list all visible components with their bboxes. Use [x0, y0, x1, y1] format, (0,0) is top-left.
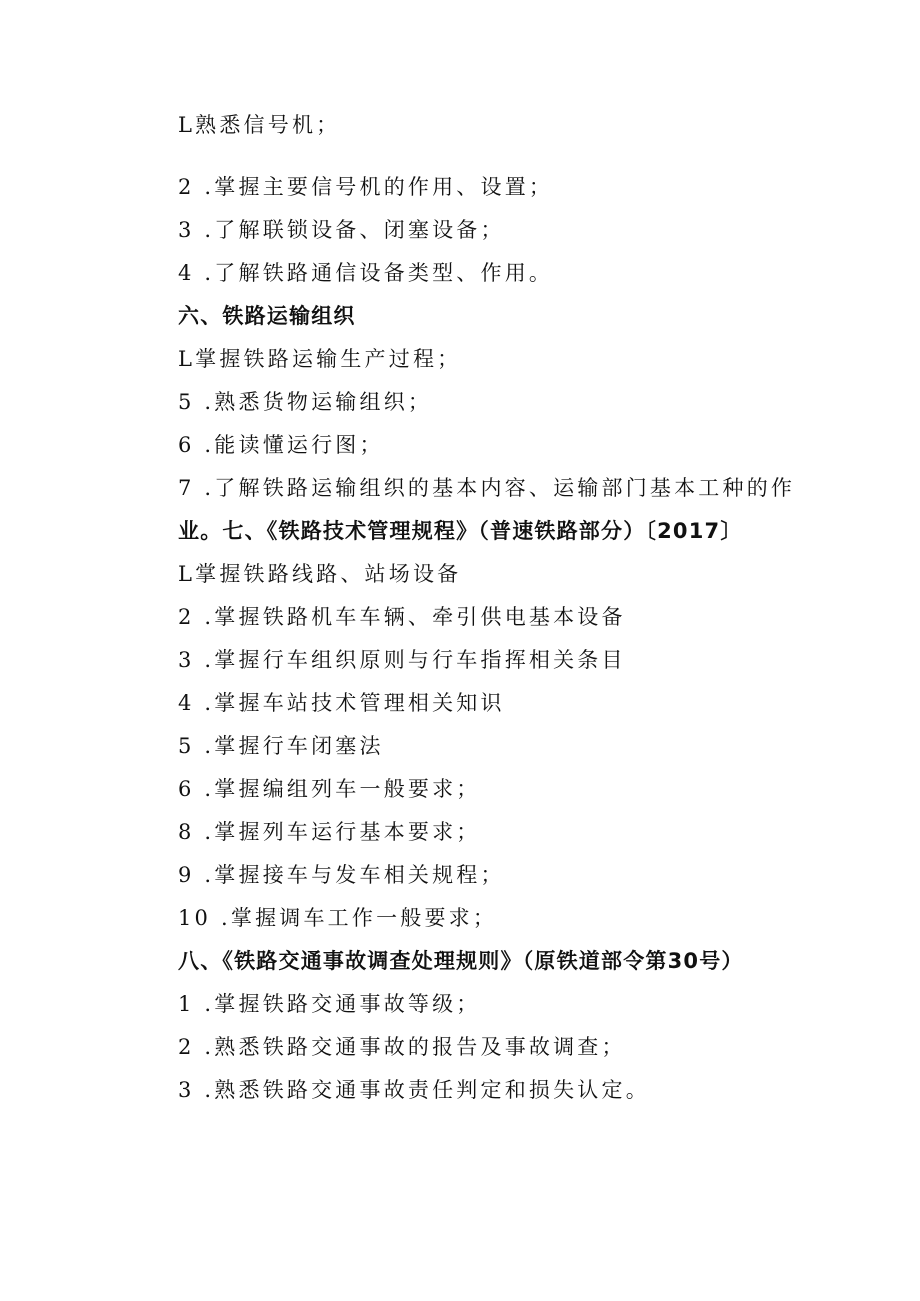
item-rolling-stock: 2 .掌握铁路机车车辆、牵引供电基本设备	[178, 605, 626, 629]
item-train-operation: 8 .掌握列车运行基本要求；	[178, 820, 481, 844]
item-line-station-equipment: L掌握铁路线路、站场设备	[178, 562, 462, 586]
item-freight-organization: 5 .熟悉货物运输组织；	[178, 390, 433, 414]
item-transport-basics: 7 .了解铁路运输组织的基本内容、运输部门基本工种的作	[178, 476, 796, 500]
item-train-organization: 3 .掌握行车组织原则与行车指挥相关条目	[178, 648, 626, 672]
item-accident-levels: 1 .掌握铁路交通事故等级；	[178, 992, 481, 1016]
item-station-management: 4 .掌握车站技术管理相关知识	[178, 691, 505, 715]
section-heading-6: 六、铁路运输组织	[178, 304, 356, 328]
item-shunting-work: 10 .掌握调车工作一般要求；	[178, 906, 498, 930]
item-block-method: 5 .掌握行车闭塞法	[178, 734, 384, 758]
item-production-process: L掌握铁路运输生产过程；	[178, 347, 462, 371]
item-communication-equipment: 4 .了解铁路通信设备类型、作用。	[178, 261, 554, 285]
item-main-signal-functions: 2 .掌握主要信号机的作用、设置；	[178, 175, 554, 199]
item-train-formation: 6 .掌握编组列车一般要求；	[178, 777, 481, 801]
item-accident-reporting: 2 .熟悉铁路交通事故的报告及事故调查；	[178, 1035, 626, 1059]
item-timetable-reading: 6 .能读懂运行图；	[178, 433, 384, 457]
item-receiving-departing: 9 .掌握接车与发车相关规程；	[178, 863, 505, 887]
item-accident-responsibility: 3 .熟悉铁路交通事故责任判定和损失认定。	[178, 1078, 650, 1102]
item-interlocking-blocking: 3 .了解联锁设备、闭塞设备；	[178, 218, 505, 242]
section-heading-7: 业。七、《铁路技术管理规程》（普速铁路部分）〔2017〕	[178, 519, 743, 543]
section-heading-8: 八、《铁路交通事故调查处理规则》（原铁道部令第30号）	[178, 949, 744, 973]
item-familiar-signals: L熟悉信号机；	[178, 113, 341, 137]
